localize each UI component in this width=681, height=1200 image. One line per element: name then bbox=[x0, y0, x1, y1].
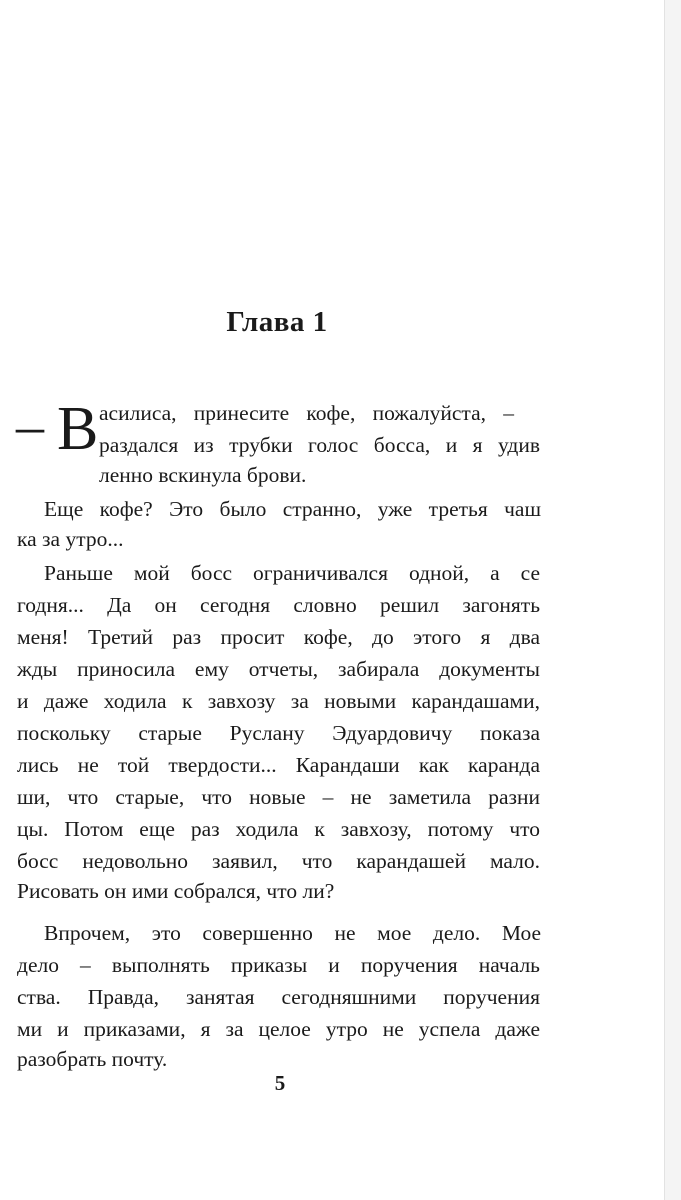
text-line: ленно вскинула брови. bbox=[99, 463, 307, 487]
text-line: дело – выполнять приказы и поручения началь bbox=[17, 953, 540, 977]
text-line: босс недовольно заявил, что карандашей мало. bbox=[17, 849, 540, 873]
text-line: поскольку старые Руслану Эдуардовичу показа bbox=[17, 721, 540, 745]
opening-dash: – bbox=[16, 395, 44, 457]
chapter-title: Глава 1 bbox=[226, 306, 328, 338]
text-line: Еще кофе? Это было странно, уже третья чаш bbox=[44, 497, 541, 521]
text-line: меня! Третий раз просит кофе, до этого я два bbox=[17, 625, 540, 649]
text-line: и даже ходила к завхозу за новыми карандашами, bbox=[17, 689, 540, 713]
text-line: раздался из трубки голос босса, и я удив bbox=[99, 433, 540, 457]
text-line: Рисовать он ими собрался, что ли? bbox=[17, 879, 335, 903]
text-line: ства. Правда, занятая сегодняшними поручения bbox=[17, 985, 540, 1009]
page-number: 5 bbox=[274, 1071, 286, 1095]
text-line: разобрать почту. bbox=[17, 1047, 168, 1071]
text-line: ши, что старые, что новые – не заметила разни bbox=[17, 785, 540, 809]
text-line: годня... Да он сегодня словно решил загонять bbox=[17, 593, 540, 617]
drop-cap: В bbox=[57, 395, 99, 463]
text-line: ка за утро... bbox=[17, 527, 124, 551]
text-line: Впрочем, это совершенно не мое дело. Мое bbox=[44, 921, 541, 945]
text-line: ми и приказами, я за целое утро не успела даже bbox=[17, 1017, 540, 1041]
page-edge bbox=[664, 0, 681, 1200]
text-line: жды приносила ему отчеты, забирала документы bbox=[17, 657, 540, 681]
text-line: асилиса, принесите кофе, пожалуйста, – bbox=[99, 401, 514, 425]
text-line: Раньше мой босс ограничивался одной, а се bbox=[44, 561, 540, 585]
text-line: цы. Потом еще раз ходила к завхозу, потому что bbox=[17, 817, 540, 841]
text-line: лись не той твердости... Карандаши как каранда bbox=[17, 753, 540, 777]
